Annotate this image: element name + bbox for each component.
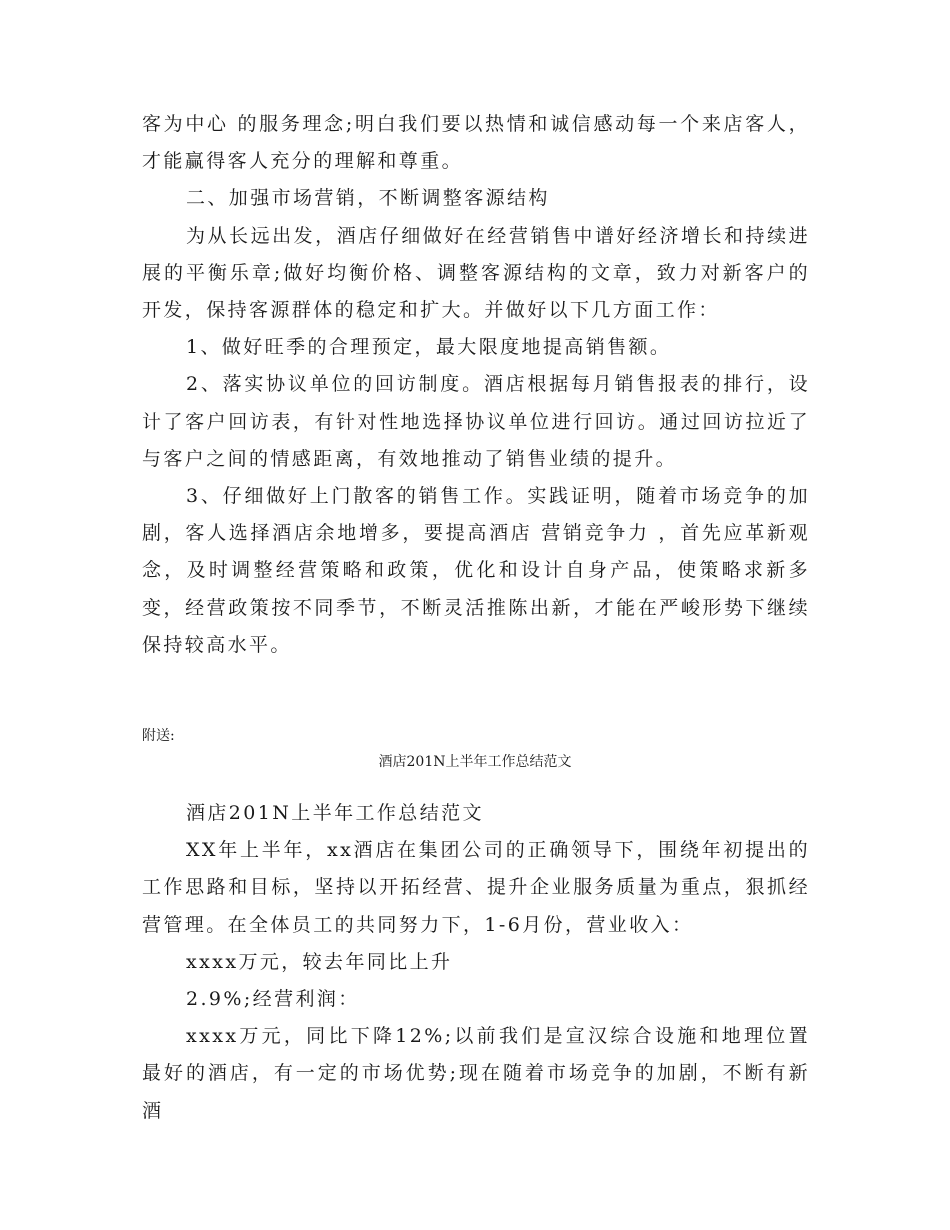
paragraph-profit: 2.9%;经营利润： [186,988,360,1011]
section-1 [142,106,810,664]
paragraph-revenue: xxxx万元，较去年同比上升 [186,950,453,973]
paragraph-market: xxxx万元，同比下降12%;以前我们是宣汉综合设施和地理位置最好的酒店，有一定的市场优势;现在随着市场竞争的加剧，不断有新酒 [142,1025,810,1122]
appendix-label: 附送: [142,728,175,744]
paragraph-summary-intro: XX年上半年，xx酒店在集团公司的正确领导下，围绕年初提出的工作思路和目标，坚持以开拓经营、提升企业服务质量为重点，狠抓经营管理。在全体员工的共同努力下，1-6月份，营业收入： [142,839,810,936]
section-heading-marketing: 二、加强市场营销，不断调整客源结构 [186,187,550,210]
paragraph-long-term: 为从长远出发，酒店仔细做好在经营销售中谱好经济增长和持续进展的平衡乐章;做好均衡价格、调整客源结构的文章，致力对新客户的开发，保持客源群体的稳定和扩大。并做好以下几方面工作： [142,224,810,322]
list-item-2: 2、落实协议单位的回访制度。酒店根据每月销售报表的排行，设计了客户回访表，有针对性地选择协议单位进行回访。通过回访拉近了与客户之间的情感距离，有效地推动了销售业绩的提升。 [142,373,810,470]
list-item-3: 3、仔细做好上门散客的销售工作。实践证明，随着市场竞争的加剧，客人选择酒店余地增多，要提高酒店 营销竞争力 ，首先应革新观念，及时调整经营策略和政策，优化和设计自身产品，使策略求新多变，经营政策按不同季节，不断灵活推陈出新，才能在严峻形势下继续保持较高水平。 [142,485,810,656]
paragraph-continuation: 客为中心 的服务理念;明白我们要以热情和诚信感动每一个来店客人，才能赢得客人充分的理解和尊重。 [142,113,810,173]
list-item-1: 1、做好旺季的合理预定，最大限度地提高销售额。 [186,336,672,359]
article-title: 酒店201N上半年工作总结范文 [186,802,484,824]
section-2 [142,795,810,1130]
appendix-title: 酒店201N上半年工作总结范文 [378,754,572,770]
